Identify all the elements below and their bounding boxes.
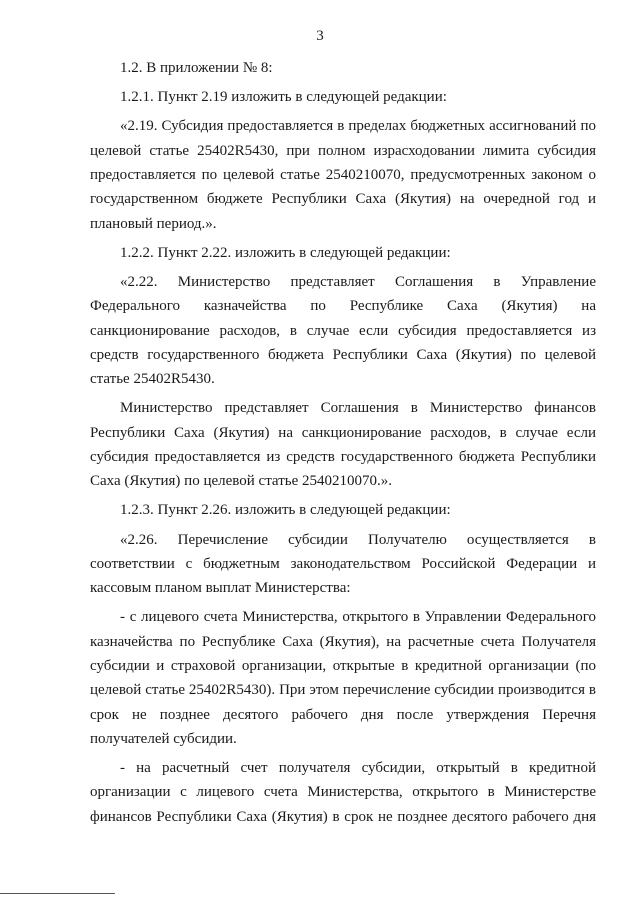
page-number: 3 (316, 28, 324, 44)
paragraph-2-19-text: «2.19. Субсидия предоставляется в пределах бюджетных ассигнований по целевой статье 25402R5430, при полном израсходовании лимита субсидия предоставляется по целевой статье 2540210070, предусмотренных законом о государственном бюджете Республики Саха (Якутия) на очередной год и плановый период.». (90, 118, 596, 232)
paragraph-1-2-3: 1.2.3. Пункт 2.26. изложить в следующей редакции: (120, 502, 451, 519)
paragraph-1-2: 1.2. В приложении № 8: (120, 60, 273, 76)
paragraph-2-22-continuation: Министерство представляет Соглашения в Министерство финансов Республики Саха (Якутия) на санкционирование расходов, в случае если субсидия предоставляется из средств государственного бюджета Республики Саха (Якутия) по целевой статье 2540210070.». (90, 400, 596, 490)
paragraph-bullet-2: - на расчетный счет получателя субсидии, открытый в кредитной организации с лицевого счета Министерства, открытого в Министерстве финансов Республики Саха (Якутия) в срок не позднее десятого рабочего дня (90, 760, 596, 825)
paragraph-2-22-text: «2.22. Министерство представляет Соглашения в Управление Федерального казначейства по Республике Саха (Якутия) на санкционирование расходов, в случае если субсидия предоставляется из средств государственного бюджета Республики Саха (Якутия) по целевой статье 25402R5430. (90, 273, 596, 388)
paragraph-1-2-1: 1.2.1. Пункт 2.19 изложить в следующей редакции: (120, 89, 447, 106)
document-body (90, 56, 596, 834)
paragraph-1-2-2: 1.2.2. Пункт 2.22. изложить в следующей редакции: (120, 244, 451, 261)
footer-rule (0, 893, 115, 894)
paragraph-bullet-1: - с лицевого счета Министерства, открытого в Управлении Федерального казначейства по Республике Саха (Якутия), на расчетные счета Получателя субсидии и страховой организации, открытые в кредитной организации (по целевой статье 25402R5430). При этом перечисление субсидии производится в срок не позднее десятого рабочего дня после утверждения Перечня получателей субсидии. (90, 609, 596, 747)
paragraph-2-26-text: «2.26. Перечисление субсидии Получателю осуществляется в соответствии с бюджетным законодательством Российской Федерации и кассовым планом выплат Министерства: (90, 531, 596, 597)
